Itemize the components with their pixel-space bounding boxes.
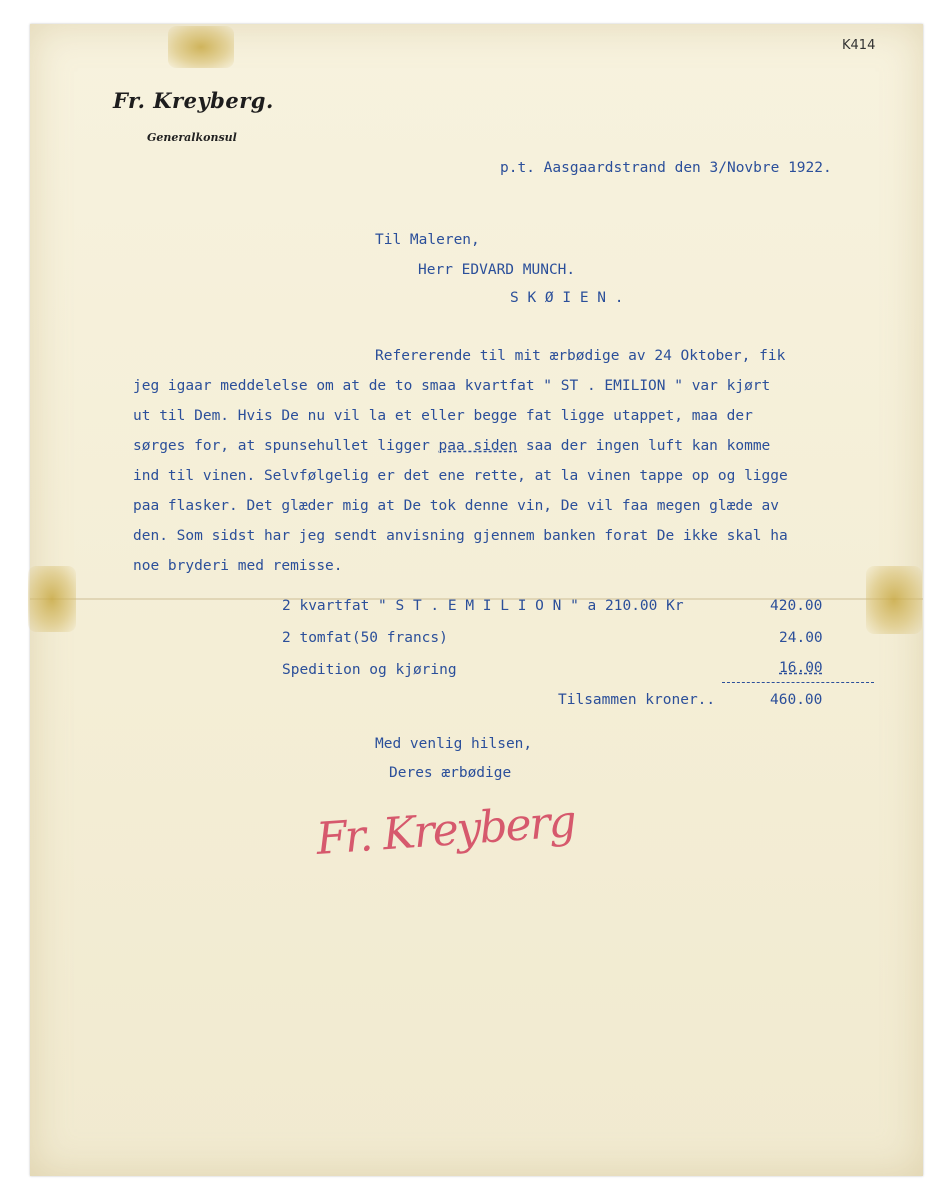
invoice-total-amount: 460.00 bbox=[770, 692, 823, 708]
body-line-4 bbox=[133, 438, 770, 454]
invoice-row-2-desc: 2 tomfat(50 francs) bbox=[282, 630, 448, 646]
invoice-row-1-amount: 420.00 bbox=[770, 598, 823, 614]
closing-line-1: Med venlig hilsen, bbox=[375, 736, 533, 752]
invoice-row-1-desc: 2 kvartfat " S T . E M I L I O N " a 210.00 Kr bbox=[282, 598, 684, 614]
letterhead-title: Generalkonsul bbox=[147, 131, 237, 144]
tape-stain-right bbox=[866, 566, 922, 634]
recipient-line-3: S K Ø I E N . bbox=[510, 290, 624, 306]
body-line-5: ind til vinen. Selvfølgelig er det ene rette, at la vinen tappe op og ligge bbox=[133, 468, 788, 484]
recipient-line-1: Til Maleren, bbox=[375, 232, 480, 248]
body-line-8: noe bryderi med remisse. bbox=[133, 558, 343, 574]
body-line-7: den. Som sidst har jeg sendt anvisning gjennem banken forat De ikke skal ha bbox=[133, 528, 788, 544]
sum-rule bbox=[722, 682, 874, 683]
body-line-1: Refererende til mit ærbødige av 24 Oktober, fik bbox=[375, 348, 786, 364]
dateline: p.t. Aasgaardstrand den 3/Novbre 1922. bbox=[500, 160, 832, 176]
invoice-row-2-amount: 24.00 bbox=[779, 630, 823, 646]
handwritten-signature: Fr. Kreyberg bbox=[314, 796, 577, 865]
invoice-row-3-amount: 16.00 bbox=[779, 660, 823, 676]
body-line-4b: saa der ingen luft kan komme bbox=[517, 438, 771, 454]
body-line-4a: sørges for, at spunsehullet ligger bbox=[133, 438, 439, 454]
body-line-6: paa flasker. Det glæder mig at De tok denne vin, De vil faa megen glæde av bbox=[133, 498, 780, 514]
body-line-2: jeg igaar meddelelse om at de to smaa kvartfat " ST . EMILION " var kjørt bbox=[133, 378, 771, 394]
invoice-total-label: Tilsammen kroner.. bbox=[558, 692, 716, 708]
closing-line-2: Deres ærbødige bbox=[389, 765, 512, 781]
body-line-3: ut til Dem. Hvis De nu vil la et eller begge fat ligge utappet, maa der bbox=[133, 408, 753, 424]
letterhead-name: Fr. Kreyberg. bbox=[113, 88, 274, 113]
recipient-line-2: Herr EDVARD MUNCH. bbox=[418, 262, 576, 278]
body-line-4-underlined: paa siden bbox=[438, 438, 518, 454]
tape-stain-left bbox=[28, 566, 76, 632]
invoice-row-3-desc: Spedition og kjøring bbox=[282, 662, 457, 678]
tape-stain-top bbox=[168, 26, 234, 68]
archive-mark: K414 bbox=[842, 38, 876, 53]
